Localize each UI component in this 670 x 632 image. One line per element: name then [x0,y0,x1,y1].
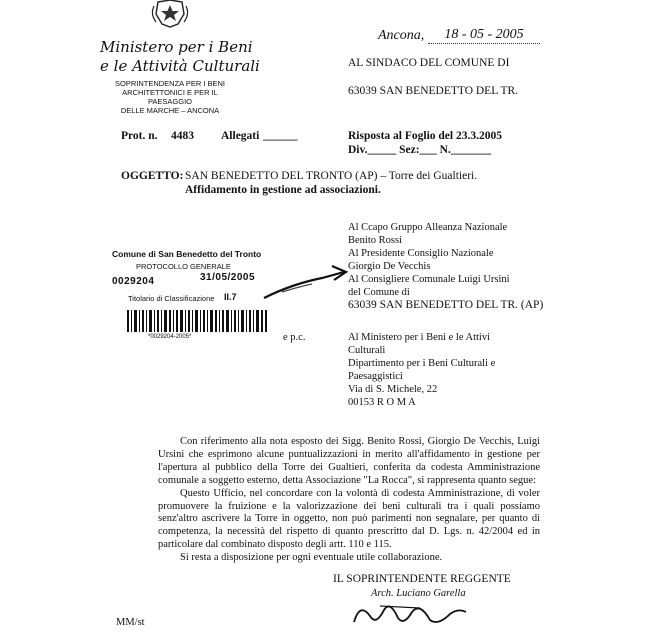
italian-republic-emblem-icon [150,0,190,28]
recipient-line2: 63039 SAN BENEDETTO DEL TR. [348,85,519,97]
body-paragraph: Con riferimento alla nota esposto dei Sigg. Benito Rossi, Giorgio De Vecchis, Luigi Ursini che esprimono alcune puntualizzazioni in merito all'affidamento in gestione per l'apertura al pubblico della Torre dei Gualtieri, conferita da codesta Amministrazione comunale a soggetto esterno, detta Associazione "La Rocca", si rappresenta quanto segue: [158,436,540,486]
epc-line: Paesaggistici [348,371,403,382]
place-label: Ancona, [378,28,425,43]
epc-line: Al Ministero per i Beni e le Attivi [348,332,491,343]
stamp-titolario: Titolario di Classificazione [128,294,215,303]
body-paragraph: Questo Ufficio, nel concordare con la volontà di codesta Amministrazione, di voler promuovere la fruizione e la valorizzazione dei beni culturali tra i quali possiamo senz'altro ascrivere la Torre in oggetto, non può parimenti non segnalare, per quanto di competenza, la necessità del rispetto di quanto prescritto dal D. Lgs. n. 42/2004 ed in particolare dal combinato disposto degli artt. 110 e 115. [158,487,540,551]
ministry-name-line2: e le Attività Culturali [100,57,260,75]
cc-line: Al Consigliere Comunale Luigi Ursini [348,274,510,285]
prot-label: Prot. n. [121,130,158,142]
recipient-line1: AL SINDACO DEL COMUNE DI [348,57,510,69]
cc-line: Al Presidente Consiglio Nazionale [348,248,494,259]
handwritten-signature-icon [350,598,470,628]
risposta-line: Risposta al Foglio del 23.3.2005 [348,130,502,142]
div-sez-n-line: Div._____ Sez:___ N._______ [348,144,492,156]
signature-name: Arch. Luciano Garella [371,588,466,599]
typist-initials: MM/st [116,617,145,628]
stamp-comune: Comune di San Benedetto del Tronto [112,249,262,259]
cc-recipients [348,221,543,312]
cc-line: Giorgio De Vecchis [348,261,431,272]
stamp-titolario-value: II.7 [224,292,237,302]
soprintendenza-line: DELLE MARCHE – ANCONA [120,106,220,115]
ministry-name-line1: Ministero per i Beni [100,38,253,56]
cc-line: del Comune di [348,287,410,298]
subject-line1: SAN BENEDETTO DEL TRONTO (AP) – Torre dei Gualtieri. [185,170,478,182]
prot-number: 4483 [171,130,194,142]
allegati-label: Allegati [221,130,260,142]
letter-body [158,436,540,565]
epc-recipients [348,331,495,409]
protocol-stamp [104,242,290,350]
stamp-protocollo: PROTOCOLLO GENERALE [136,262,231,271]
signature-title: IL SOPRINTENDENTE REGGENTE [333,573,511,585]
soprintendenza-line: SOPRINTENDENZA PER I BENI [114,79,226,88]
barcode [127,310,267,332]
epc-line: Culturali [348,345,386,356]
body-paragraph: Si resta a disposizione per ogni eventuale utile collaborazione. [180,552,443,564]
epc-line: Dipartimento per i Beni Culturali e [348,358,496,369]
soprintendenza-line: ARCHITETTONICI E PER IL PAESAGGIO [122,88,218,106]
cc-line: 63039 SAN BENEDETTO DEL TR. (AP) [348,299,544,311]
stamp-barcode-text: *0029204-2005* [148,334,192,340]
allegati-blank: ______ [263,130,298,142]
stamp-date: 31/05/2005 [200,272,256,283]
stamp-number: 0029204 [112,276,155,287]
soprintendenza-block [100,79,240,115]
subject-label: OGGETTO: [121,170,184,182]
cc-line: Benito Rossi [348,235,402,246]
cc-line: Al Ccapo Gruppo Alleanza Nazionale [348,222,508,233]
epc-label: e p.c. [283,332,306,343]
epc-line: 00153 R O M A [348,397,416,408]
epc-line: Via di S. Michele, 22 [348,384,438,395]
handwritten-date: 18 - 05 - 2005 [428,27,540,44]
subject-line2: Affidamento in gestione ad associazioni. [185,184,381,196]
